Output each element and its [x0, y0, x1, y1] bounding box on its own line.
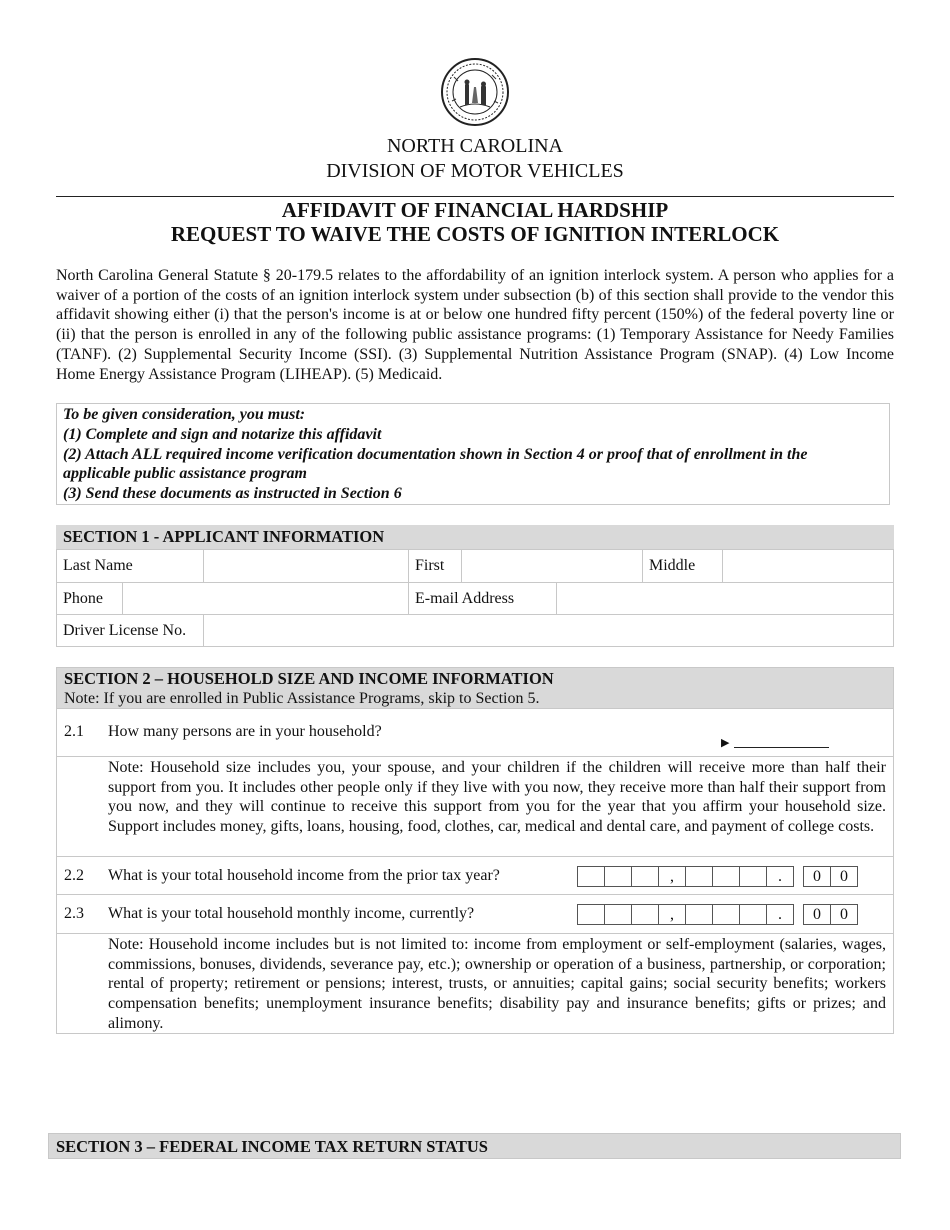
section-2-title: SECTION 2 – HOUSEHOLD SIZE AND INCOME INFORMATION: [64, 669, 554, 688]
consideration-item-1: (1) Complete and sign and notarize this affidavit: [63, 425, 382, 443]
household-size-note-row: [56, 757, 894, 857]
household-income-note-row: [56, 934, 894, 1034]
middle-name-field[interactable]: [723, 550, 894, 583]
statute-intro: North Carolina General Statute § 20-179.5 relates to the affordability of an ignition interlock system. A person who applies for a waiver of a portion of the costs of an ignition interlock system under subsection (b) of this section shall provide to the vendor this affidavit showing either (i) that the person's income is at or below one hundred fifty percent (150%) of the federal poverty line or (ii) that the person is enrolled in any of the following public assistance programs: (1) Temporary Assistance for Needy Families (TANF). (2) Supplemental Security Income (SSI). (3) Supplemental Nutrition Assistance Program (SNAP). (4) Low Income Home Energy Assistance Program (LIHEAP). (5) Medicaid.: [56, 267, 894, 383]
last-name-label: Last Name: [57, 550, 204, 583]
phone-label: Phone: [57, 583, 123, 615]
digit-box[interactable]: [631, 904, 659, 925]
email-field[interactable]: [557, 583, 894, 615]
email-label: E-mail Address: [409, 583, 557, 615]
decimal-point: .: [766, 866, 794, 887]
section-2-note: Note: If you are enrolled in Public Assistance Programs, skip to Section 5.: [64, 690, 540, 707]
section-2-header: [56, 667, 894, 709]
question-2-2-number: 2.2: [64, 867, 84, 884]
phone-field[interactable]: [123, 583, 409, 615]
digit-box[interactable]: [604, 904, 632, 925]
section-3-header: [48, 1133, 901, 1159]
digit-box[interactable]: [685, 866, 713, 887]
applicant-row-2: [56, 582, 894, 615]
question-2-2: [56, 857, 894, 895]
state-name: NORTH CAROLINA: [386, 135, 563, 157]
monthly-income-field[interactable]: [578, 904, 858, 925]
digit-box[interactable]: [712, 866, 740, 887]
question-2-1: [56, 709, 894, 757]
driver-license-label: Driver License No.: [57, 615, 204, 647]
section-1-title: SECTION 1 - APPLICANT INFORMATION: [63, 527, 385, 546]
division-name: DIVISION OF MOTOR VEHICLES: [326, 160, 624, 182]
consideration-item-2: (2) Attach ALL required income verification documentation shown in Section 4 or proof that of enrollment in the: [63, 445, 808, 463]
decimal-point: .: [766, 904, 794, 925]
driver-license-field[interactable]: [204, 615, 894, 647]
section-1-header: [56, 525, 894, 549]
digit-box[interactable]: [739, 904, 767, 925]
applicant-row-3: [56, 614, 894, 647]
digit-box[interactable]: [577, 904, 605, 925]
question-2-3-text: What is your total household monthly income, currently?: [108, 905, 475, 922]
north-carolina-seal: [440, 57, 510, 127]
household-income-note: Note: Household income includes but is not limited to: income from employment or self-employment (salaries, wages, commissions, bonuses, dividends, severance pay, etc.); ownership or operation of a business, partnership, or corporation; rental of property; retirement or pensions; interest, trusts, or annuities; capital gains; social security benefits; workers compensation benefits; unemployment insurance benefits; disability pay and insurance benefits; gifts or prizes; and alimony.: [108, 936, 886, 1032]
cents-digit-1[interactable]: 0: [803, 866, 831, 887]
first-name-field[interactable]: [462, 550, 643, 583]
question-2-1-text: How many persons are in your household?: [108, 723, 382, 740]
question-2-3-number: 2.3: [64, 905, 84, 922]
consideration-box: [56, 403, 890, 505]
digit-box[interactable]: [631, 866, 659, 887]
thousands-separator: ,: [658, 904, 686, 925]
digit-box[interactable]: [685, 904, 713, 925]
section-3-title: SECTION 3 – FEDERAL INCOME TAX RETURN STATUS: [56, 1137, 488, 1156]
digit-box[interactable]: [712, 904, 740, 925]
applicant-row-1: [56, 549, 894, 583]
thousands-separator: ,: [658, 866, 686, 887]
first-name-label: First: [409, 550, 462, 583]
middle-name-label: Middle: [643, 550, 723, 583]
document-title: AFFIDAVIT OF FINANCIAL HARDSHIP: [281, 198, 669, 222]
pointer-arrow-icon: ▶: [721, 737, 730, 749]
last-name-field[interactable]: [204, 550, 409, 583]
cents-digit-1[interactable]: 0: [803, 904, 831, 925]
household-size-note: Note: Household size includes you, your spouse, and your children if the children will receive more than half their support from you. It includes other people only if they live with you now, they receive more than half their support from you now, and they will continue to receive this support from you for the year that you affirm your household size. Support includes money, gifts, loans, housing, food, clothes, car, medical and dental care, and payment of college costs.: [108, 759, 886, 836]
consideration-heading: To be given consideration, you must:: [63, 406, 306, 423]
digit-box[interactable]: [739, 866, 767, 887]
consideration-item-3: (3) Send these documents as instructed in Section 6: [63, 485, 402, 503]
digit-box[interactable]: [577, 866, 605, 887]
household-size-field[interactable]: [734, 736, 829, 748]
consideration-item-2-cont: applicable public assistance program: [63, 465, 307, 483]
question-2-3: [56, 895, 894, 934]
question-2-2-text: What is your total household income from the prior tax year?: [108, 867, 500, 884]
header-divider: [56, 196, 894, 197]
digit-box[interactable]: [604, 866, 632, 887]
prior-year-income-field[interactable]: [578, 866, 858, 887]
cents-digit-2[interactable]: 0: [830, 904, 858, 925]
cents-digit-2[interactable]: 0: [830, 866, 858, 887]
document-subtitle: REQUEST TO WAIVE THE COSTS OF IGNITION INTERLOCK: [170, 222, 780, 246]
question-2-1-number: 2.1: [64, 723, 84, 740]
